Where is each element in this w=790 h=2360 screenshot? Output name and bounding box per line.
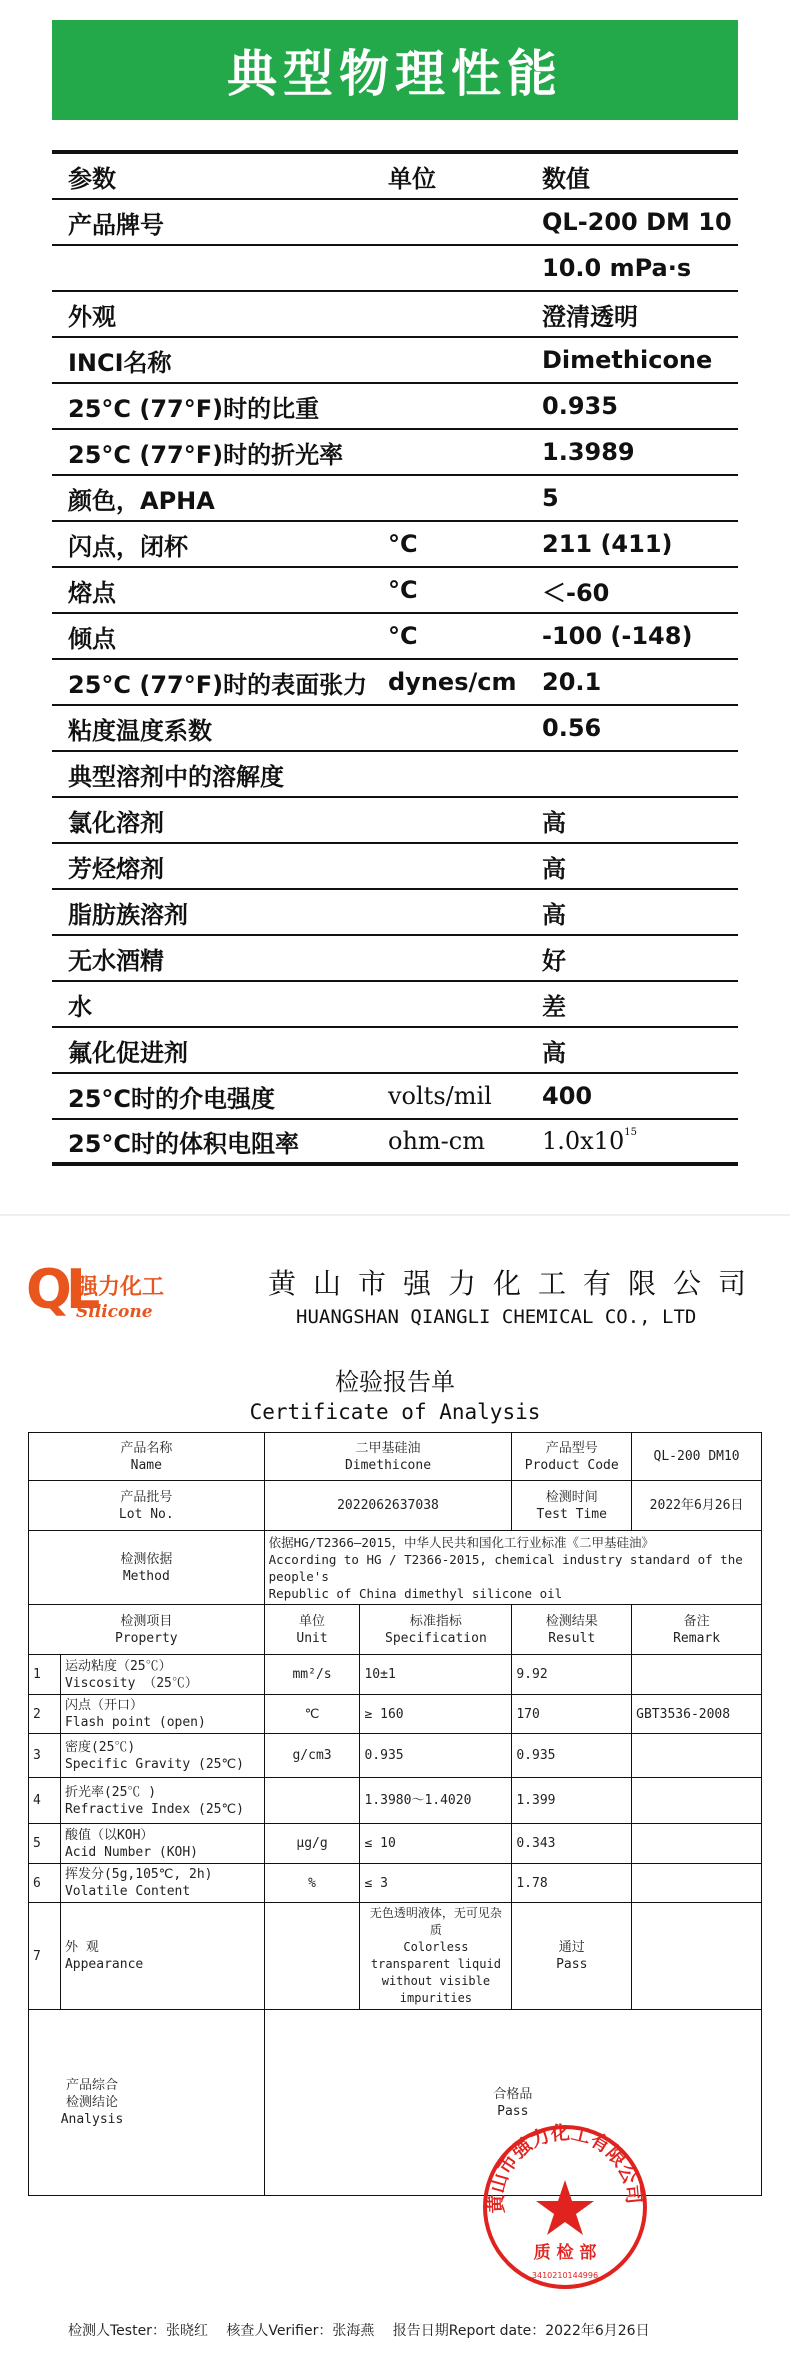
property-value: 差 — [542, 992, 566, 1021]
property-value: $1.0x10^{15}$ — [542, 1127, 637, 1155]
item-spec: 10±1 — [360, 1655, 512, 1695]
tester: 检测人Tester：张晓红 — [68, 2323, 208, 2339]
property-row — [52, 614, 738, 660]
item-result: 0.935 — [512, 1734, 632, 1778]
company-name-en: HUANGSHAN QIANGLI CHEMICAL CO., LTD — [296, 1306, 697, 1328]
logo-subtitle: Silicone — [76, 1302, 153, 1322]
property-name: 氯化溶剂 — [68, 808, 164, 837]
conclusion-label: 产品综合 检测结论 Analysis — [29, 2010, 265, 2196]
item-spec: ≥ 160 — [360, 1695, 512, 1734]
product-name-value: 二甲基硅油 Dimethicone — [264, 1433, 512, 1481]
table-row — [29, 1864, 762, 1903]
product-name-label: 产品名称 Name — [29, 1433, 265, 1481]
stamp-star — [536, 2180, 594, 2235]
item-name: 密度(25℃) Specific Gravity (25℃) — [60, 1734, 264, 1778]
property-value: QL-200 DM 10 — [542, 208, 732, 236]
test-time-value: 2022年6月26日 — [632, 1481, 762, 1531]
property-row — [52, 1120, 738, 1166]
property-value: 高 — [542, 854, 566, 883]
property-value: 0.935 — [542, 392, 618, 420]
item-remark — [632, 1824, 762, 1864]
method-value: 依据HG/T2366—2015，中华人民共和国化工行业标准《二甲基硅油》 According to HG / T2366-2015, chemical industry standard of the people's Republic of China dimethyl silicone oil — [264, 1531, 761, 1605]
property-unit: volts/mil — [388, 1082, 492, 1110]
table-row — [29, 1824, 762, 1864]
row-index: 1 — [29, 1655, 61, 1695]
property-name: 25°C (77°F)时的表面张力 — [68, 670, 368, 699]
property-value: 400 — [542, 1082, 593, 1110]
property-name: INCI名称 — [68, 348, 172, 377]
property-name: 25°C (77°F)时的折光率 — [68, 440, 344, 469]
item-remark — [632, 1903, 762, 2010]
stamp-name: 黄山市强力化工有限公司 — [485, 2122, 645, 2214]
item-unit: ℃ — [264, 1695, 360, 1734]
row-index: 2 — [29, 1695, 61, 1734]
property-name: 水 — [68, 992, 92, 1021]
item-unit: mm²/s — [264, 1655, 360, 1695]
col-unit: 单位 Unit — [264, 1605, 360, 1655]
product-code-value: QL-200 DM10 — [632, 1433, 762, 1481]
property-name: 倾点 — [68, 624, 116, 653]
property-value: 高 — [542, 900, 566, 929]
lot-value: 2022062637038 — [264, 1481, 512, 1531]
header-value: 数值 — [542, 164, 590, 193]
table-row — [29, 1778, 762, 1824]
property-value: 1.3989 — [542, 438, 635, 466]
item-unit — [264, 1903, 360, 2010]
property-name: 产品牌号 — [68, 210, 164, 239]
property-name: 25°C (77°F)时的比重 — [68, 394, 320, 423]
section-divider — [0, 1214, 790, 1216]
item-spec: 1.3980～1.4020 — [360, 1778, 512, 1824]
report-footer — [68, 2320, 664, 2340]
item-unit: g/cm3 — [264, 1734, 360, 1778]
property-name: 氟化促进剂 — [68, 1038, 188, 1067]
property-name: 粘度温度系数 — [68, 716, 212, 745]
item-remark — [632, 1864, 762, 1903]
company-name-cn: 黄山市强力化工有限公司 — [268, 1267, 764, 1300]
property-row — [52, 1028, 738, 1074]
item-remark — [632, 1778, 762, 1824]
property-row — [52, 982, 738, 1028]
item-name: 外 观 Appearance — [60, 1903, 264, 2010]
logo-name: 强力化工 — [76, 1275, 165, 1300]
property-row — [52, 660, 738, 706]
certificate-title-cn: 检验报告单 — [335, 1368, 455, 1396]
item-name: 酸值（以KOH） Acid Number (KOH) — [60, 1824, 264, 1864]
item-unit: % — [264, 1864, 360, 1903]
property-name: 芳烃熔剂 — [68, 854, 164, 883]
col-remark: 备注 Remark — [632, 1605, 762, 1655]
item-name: 折光率(25℃ ) Refractive Index (25℃) — [60, 1778, 264, 1824]
item-unit — [264, 1778, 360, 1824]
item-unit: μg/g — [264, 1824, 360, 1864]
stamp-department: 质 检 部 — [533, 2243, 597, 2263]
quality-stamp — [480, 2122, 650, 2292]
item-result: 9.92 — [512, 1655, 632, 1695]
property-row — [52, 936, 738, 982]
table-header-row — [29, 1605, 762, 1655]
row-index: 7 — [29, 1903, 61, 2010]
property-value: 10.0 mPa·s — [542, 254, 692, 282]
col-spec: 标准指标 Specification — [360, 1605, 512, 1655]
property-value: -100 (-148) — [542, 622, 693, 650]
property-value: 0.56 — [542, 714, 602, 742]
property-value: 5 — [542, 484, 559, 512]
properties-table — [52, 150, 738, 1166]
exponent: 15 — [624, 1127, 637, 1138]
property-unit: °C — [388, 530, 418, 558]
properties-header — [52, 154, 738, 200]
property-unit: dynes/cm — [388, 668, 517, 696]
row-index: 6 — [29, 1864, 61, 1903]
property-row — [52, 476, 738, 522]
product-code-label: 产品型号 Product Code — [512, 1433, 632, 1481]
item-result: 通过 Pass — [512, 1903, 632, 2010]
property-row — [52, 200, 738, 246]
verifier: 核查人Verifier：张海燕 — [226, 2323, 375, 2339]
banner-title: 典型物理性能 — [52, 20, 738, 120]
item-spec: ≤ 3 — [360, 1864, 512, 1903]
table-row — [29, 1655, 762, 1695]
table-row — [29, 1531, 762, 1605]
property-row — [52, 752, 738, 798]
property-name: 脂肪族溶剂 — [68, 900, 188, 929]
item-name: 运动粘度（25℃） Viscosity （25℃） — [60, 1655, 264, 1695]
conclusion-value: 合格品 Pass — [264, 2010, 761, 2196]
property-name: 无水酒精 — [68, 946, 164, 975]
property-value: 好 — [542, 946, 566, 975]
item-result: 1.78 — [512, 1864, 632, 1903]
item-result: 170 — [512, 1695, 632, 1734]
property-unit: ohm-cm — [388, 1127, 485, 1155]
logo-letters: QL — [26, 1258, 95, 1321]
property-value: 澄清透明 — [542, 302, 638, 331]
certificate-title-en: Certificate of Analysis — [249, 1400, 541, 1424]
property-name: 外观 — [68, 302, 116, 331]
property-row — [52, 844, 738, 890]
property-row — [52, 568, 738, 614]
header-unit: 单位 — [388, 164, 436, 193]
lot-label: 产品批号 Lot No. — [29, 1481, 265, 1531]
test-time-label: 检测时间 Test Time — [512, 1481, 632, 1531]
item-result: 0.343 — [512, 1824, 632, 1864]
table-row — [29, 1481, 762, 1531]
property-row — [52, 1074, 738, 1120]
property-row — [52, 798, 738, 844]
property-row — [52, 522, 738, 568]
company-logo — [26, 1258, 176, 1338]
property-name: 闪点，闭杯 — [68, 532, 188, 561]
stamp-code: 3410210144996 — [531, 2271, 599, 2280]
property-name: 典型溶剂中的溶解度 — [68, 762, 284, 791]
property-name: 熔点 — [68, 578, 116, 607]
property-value: ＜-60 — [542, 578, 610, 607]
header-param: 参数 — [68, 164, 116, 193]
property-unit: °C — [388, 576, 418, 604]
property-value: Dimethicone — [542, 346, 713, 374]
property-name: 颜色，APHA — [68, 486, 215, 515]
report-date: 报告日期Report date：2022年6月26日 — [392, 2323, 650, 2339]
item-spec: ≤ 10 — [360, 1824, 512, 1864]
row-index: 4 — [29, 1778, 61, 1824]
col-result: 检测结果 Result — [512, 1605, 632, 1655]
property-row — [52, 338, 738, 384]
property-row — [52, 706, 738, 752]
row-index: 3 — [29, 1734, 61, 1778]
col-property: 检测项目 Property — [29, 1605, 265, 1655]
table-row — [29, 1734, 762, 1778]
property-row — [52, 292, 738, 338]
property-value: 高 — [542, 1038, 566, 1067]
table-row — [29, 2010, 762, 2196]
table-row — [29, 1433, 762, 1481]
property-row — [52, 384, 738, 430]
item-spec: 0.935 — [360, 1734, 512, 1778]
row-index: 5 — [29, 1824, 61, 1864]
property-name: 25°C时的介电强度 — [68, 1084, 276, 1113]
item-result: 1.399 — [512, 1778, 632, 1824]
property-value: 高 — [542, 808, 566, 837]
item-name: 挥发分(5g,105℃, 2h) Volatile Content — [60, 1864, 264, 1903]
property-name: 25°C时的体积电阻率 — [68, 1129, 300, 1158]
property-value: 20.1 — [542, 668, 602, 696]
item-name: 闪点（开口） Flash point (open) — [60, 1695, 264, 1734]
property-row — [52, 246, 738, 292]
certificate-table — [28, 1432, 762, 2196]
property-row — [52, 890, 738, 936]
item-remark — [632, 1734, 762, 1778]
table-row — [29, 1695, 762, 1734]
property-row — [52, 430, 738, 476]
item-remark — [632, 1655, 762, 1695]
table-row — [29, 1903, 762, 2010]
property-value: 211 (411) — [542, 530, 673, 558]
item-spec: 无色透明液体，无可见杂质 Colorless transparent liquid without visible impurities — [360, 1903, 512, 2010]
method-label: 检测依据 Method — [29, 1531, 265, 1605]
property-unit: °C — [388, 622, 418, 650]
item-remark: GBT3536-2008 — [632, 1695, 762, 1734]
